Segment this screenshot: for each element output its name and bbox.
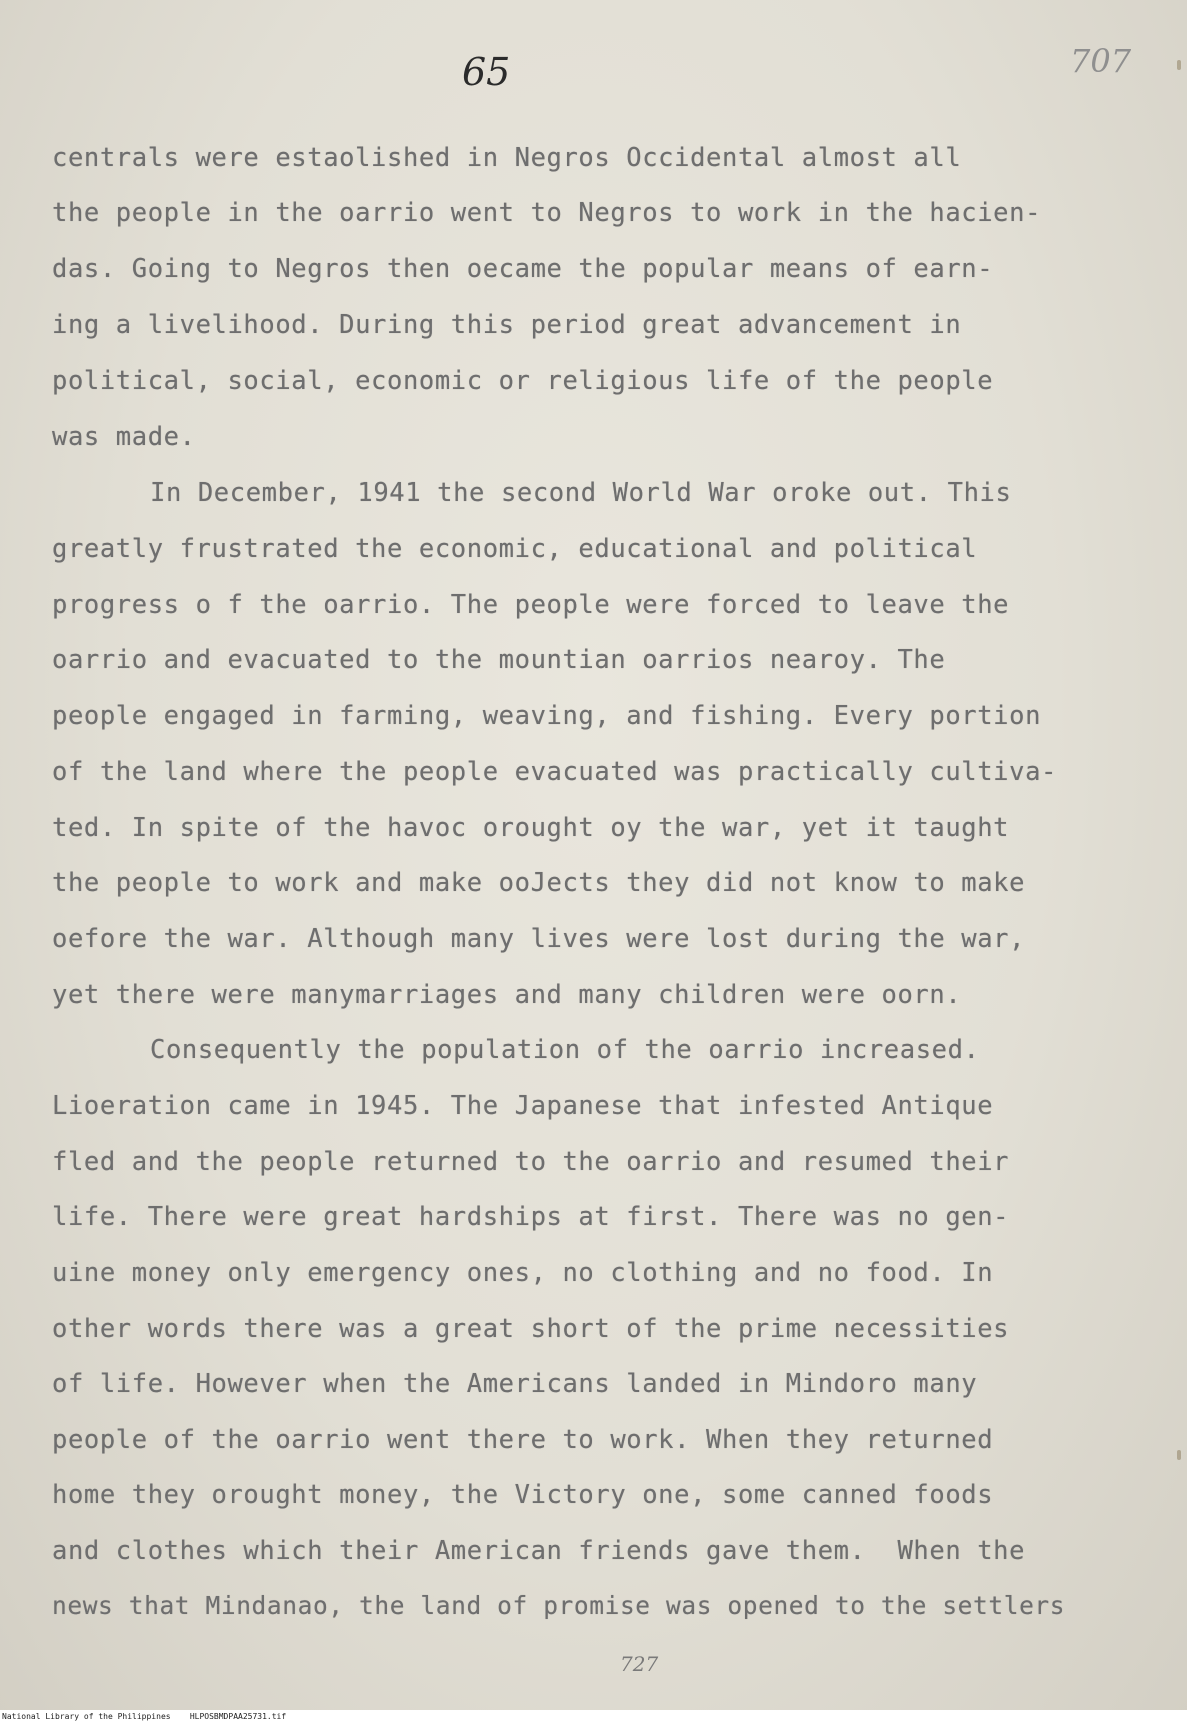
page-edge-mark — [1177, 1450, 1181, 1460]
scan-footer — [0, 1710, 1187, 1724]
text-line-21: uine money only emergency ones, no clothing and no food. In — [52, 1258, 994, 1288]
text-line-2: the people in the oarrio went to Negros to work in the hacien- — [52, 198, 1042, 228]
text-line-8: greatly frustrated the economic, educational and political — [52, 534, 978, 564]
text-line-20: life. There were great hardships at first. There was no gen- — [52, 1202, 1010, 1232]
text-line-16: yet there were manymarriages and many children were oorn. — [52, 980, 962, 1010]
text-line-6: was made. — [52, 422, 196, 452]
text-line-15: oefore the war. Although many lives were lost during the war, — [52, 924, 1026, 954]
page-edge-mark — [1177, 60, 1181, 70]
text-line-22: other words there was a great short of the prime necessities — [52, 1314, 1010, 1344]
text-line-26: and clothes which their American friends gave them. When the — [52, 1536, 1026, 1566]
handwritten-page-number: 65 — [462, 50, 511, 94]
text-line-24: people of the oarrio went there to work. When they returned — [52, 1425, 994, 1455]
text-line-17: Consequently the population of the oarrio increased. — [150, 1035, 980, 1065]
text-line-25: home they orought money, the Victory one, some canned foods — [52, 1480, 994, 1510]
text-line-27: news that Mindanao, the land of promise was opened to the settlers — [52, 1591, 1066, 1620]
handwritten-archive-number-top: 707 — [1070, 42, 1132, 80]
text-line-23: of life. However when the Americans landed in Mindoro many — [52, 1369, 978, 1399]
text-line-5: political, social, economic or religious life of the people — [52, 366, 994, 396]
text-line-4: ing a livelihood. During this period great advancement in — [52, 310, 962, 340]
text-line-18: Lioeration came in 1945. The Japanese that infested Antique — [52, 1091, 994, 1121]
text-line-19: fled and the people returned to the oarrio and resumed their — [52, 1147, 1010, 1177]
text-line-7: In December, 1941 the second World War oroke out. This — [150, 478, 1012, 508]
text-line-13: ted. In spite of the havoc orought oy the war, yet it taught — [52, 813, 1010, 843]
text-line-12: of the land where the people evacuated was practically cultiva- — [52, 757, 1057, 787]
text-line-3: das. Going to Negros then oecame the popular means of earn- — [52, 254, 994, 284]
text-line-11: people engaged in farming, weaving, and fishing. Every portion — [52, 701, 1042, 731]
text-line-1: centrals were estaolished in Negros Occidental almost all — [52, 143, 962, 173]
footer-file-name: HLPOSBMDPAA25731.tif — [189, 1712, 287, 1721]
footer-institution: National Library of the Philippines — [2, 1712, 171, 1721]
text-line-9: progress o f the oarrio. The people were forced to leave the — [52, 590, 1010, 620]
text-line-14: the people to work and make ooJects they did not know to make — [52, 868, 1026, 898]
text-line-10: oarrio and evacuated to the mountian oarrios nearoy. The — [52, 645, 946, 675]
handwritten-archive-number-bottom: 727 — [620, 1652, 659, 1676]
